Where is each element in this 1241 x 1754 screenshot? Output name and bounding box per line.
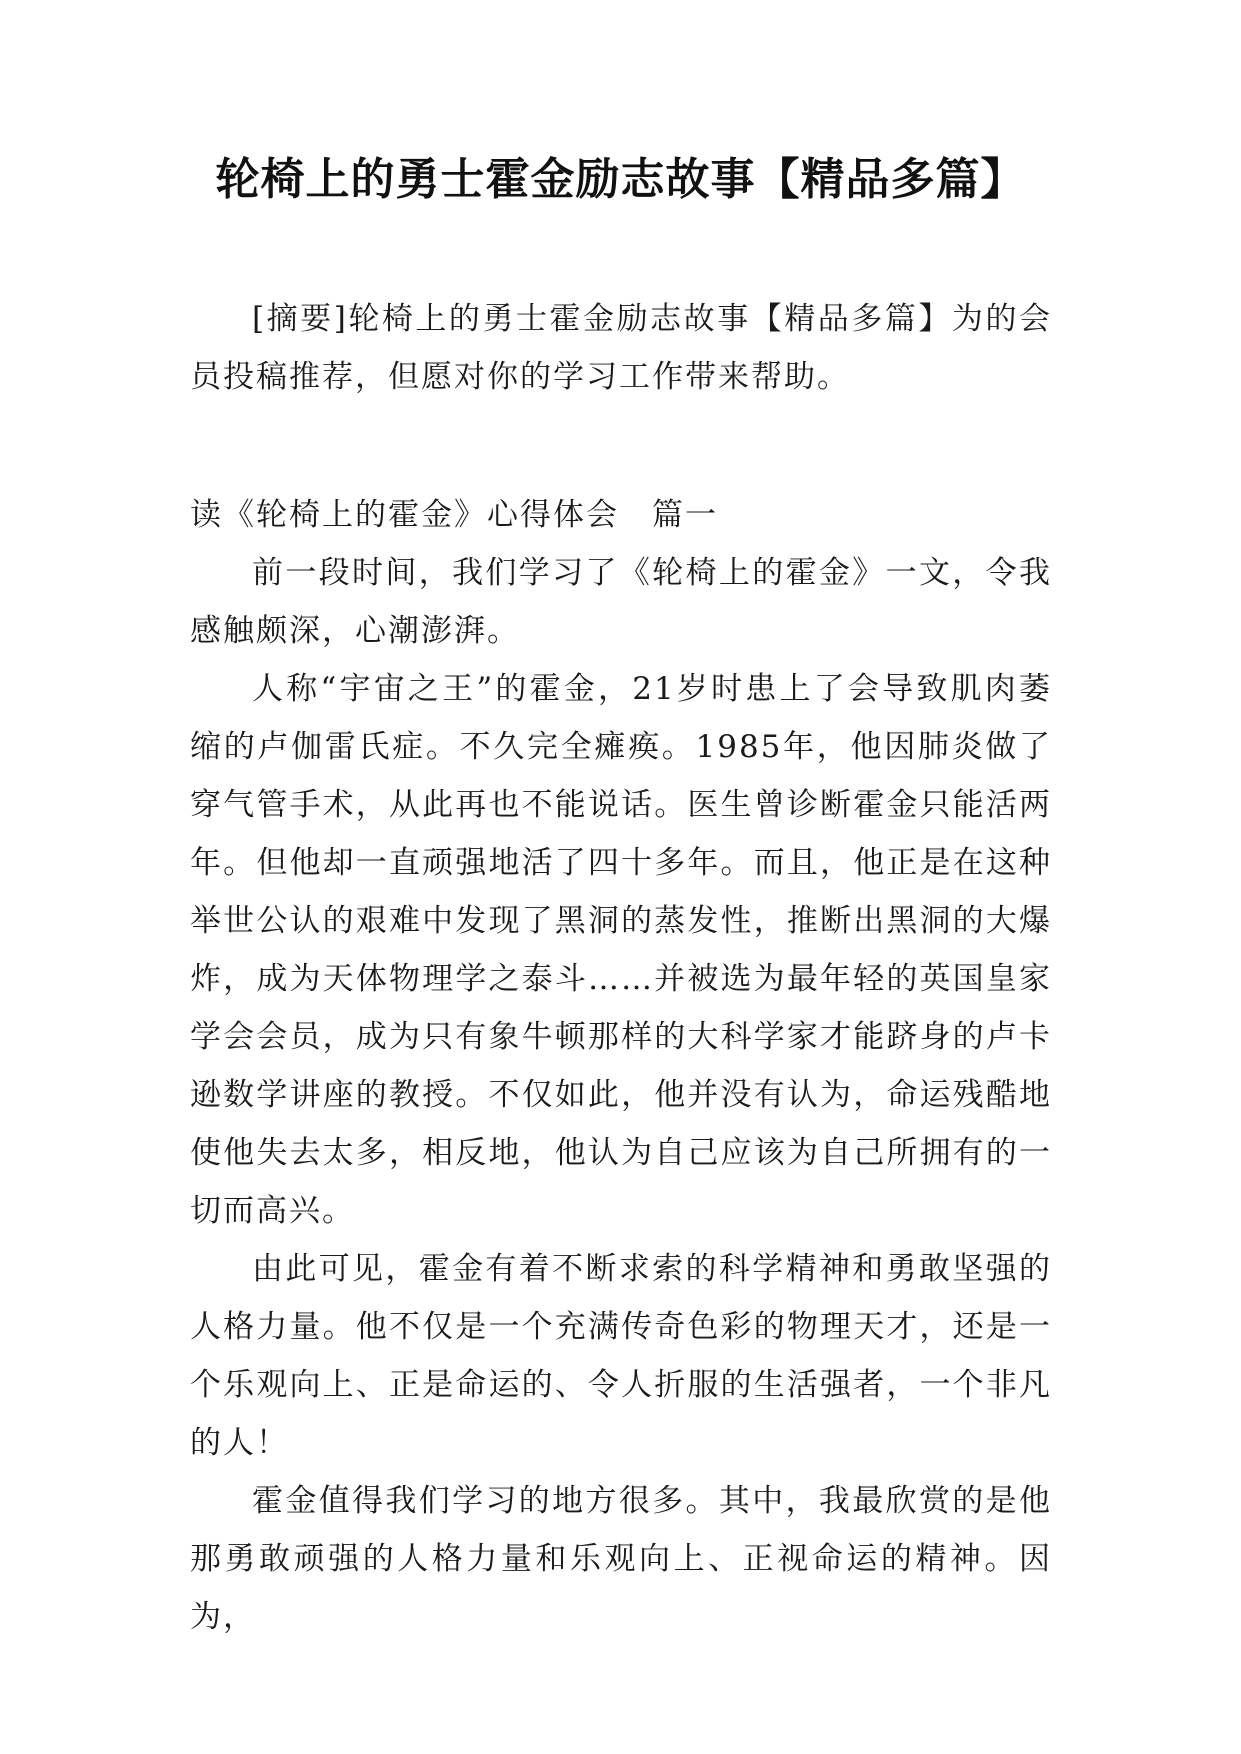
body-paragraph-1: 前一段时间，我们学习了《轮椅上的霍金》一文，令我感触颇深，心潮澎湃。 — [190, 555, 1052, 649]
body-paragraph-3: 由此可见，霍金有着不断求索的科学精神和勇敢坚强的人格力量。他不仅是一个充满传奇色彩的物理天才，还是一个乐观向上、正是命运的、令人折服的生活强者，一个非凡的人！ — [190, 1251, 1052, 1461]
document-body — [190, 290, 1052, 1646]
abstract-paragraph: [摘要]轮椅上的勇士霍金励志故事【精品多篇】为的会员投稿推荐，但愿对你的学习工作带来帮助。 — [190, 301, 1052, 395]
document-title: 轮椅上的勇士霍金励志故事【精品多篇】 — [215, 154, 1026, 205]
section-heading: 读《轮椅上的霍金》心得体会 篇一 — [190, 497, 718, 533]
body-paragraph-4: 霍金值得我们学习的地方很多。其中，我最欣赏的是他那勇敢顽强的人格力量和乐观向上、正视命运的精神。因为， — [190, 1483, 1052, 1635]
body-paragraph-2: 人称“宇宙之王”的霍金，21岁时患上了会导致肌肉萎缩的卢伽雷氏症。不久完全瘫痪。1985年，他因肺炎做了穿气管手术，从此再也不能说话。医生曾诊断霍金只能活两年。但他却一直顽强地活了四十多年。而且，他正是在这种举世公认的艰难中发现了黑洞的蒸发性，推断出黑洞的大爆炸，成为天体物理学之泰斗……并被选为最年轻的英国皇家学会会员，成为只有象牛顿那样的大科学家才能跻身的卢卡逊数学讲座的教授。不仅如此，他并没有认为，命运残酷地使他失去太多，相反地，他认为自己应该为自己所拥有的一切而高兴。 — [190, 671, 1052, 1229]
